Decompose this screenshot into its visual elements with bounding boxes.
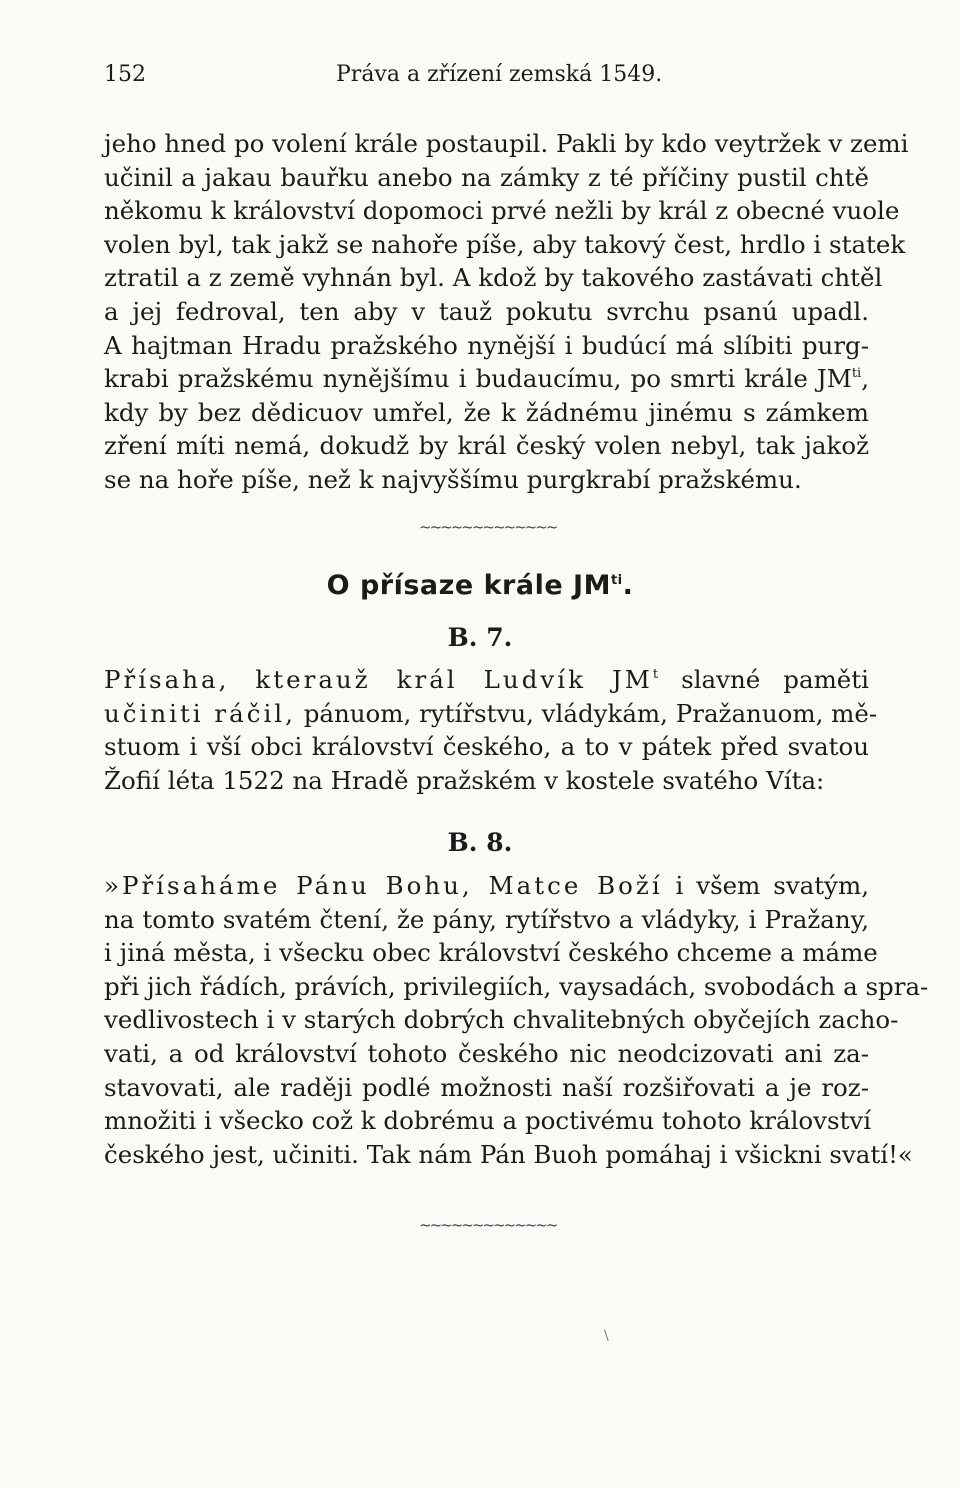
text-line: kdy by bez dědicuov umřel, že k žádnému jinému s zámkem [104,397,869,427]
text-line: někomu k království dopomoci prvé nežli by král z obecné vuole [104,196,900,226]
paragraph-continuation [104,127,909,497]
oath-text [104,869,929,1171]
text-line: ztratil a z země vyhnán byl. A kdož by takového zastávati chtěl [104,263,883,293]
page-number: 152 [104,62,146,87]
text-line: jeho hned po volení krále postaupil. Pakli by kdo veytržek v zemi [104,129,909,158]
stray-mark: \ [604,1328,609,1344]
section-heading [0,570,960,601]
oath-introduction [104,663,878,797]
text-line: zření míti nemá, dokudž by král český volen nebyl, tak jakož [104,431,869,461]
text-line: na tomto svatém čtení, že pány, rytířstvo a vládyky, i Pražany, [104,904,869,934]
text-line: Žofií léta 1522 na Hradě pražském v kostele svatého Víta: [104,765,825,795]
spaced-text: učiniti ráčil, [104,698,296,728]
article-number: B. 8. [447,828,513,857]
heading-text: O přísaze krále JM [326,570,611,601]
text-segment: krabi pražskému nynějšímu i budaucímu, po smrti krále JM [104,364,852,394]
text-line: vedlivostech i v starých dobrých chvalitebných obyčejích zacho- [104,1005,899,1035]
superscript: ti [610,573,623,588]
text-line: volen byl, tak jakž se nahoře píše, aby takový čest, hrdlo i statek [104,229,906,259]
running-title: Práva a zřízení zemská 1549. [336,62,663,87]
text-line: a jej fedroval, ten aby v tauž pokutu svrchu psanú upadl. [104,296,869,326]
article-number: B. 7. [447,623,513,652]
punctuation: . [622,570,634,601]
text-line: učinil a jakau bauřku anebo na zámky z té příčiny pustil chtě [104,162,869,192]
text-line-with-abbrev [104,362,869,396]
text-line [104,869,869,903]
text-segment: pánuom, rytířstvu, vládykám, Pražanuom, mě- [295,698,878,728]
text-line: při jich řádích, právích, privilegiích, vaysadách, svobodách a spra- [104,971,929,1001]
text-line: i jiná města, i všecku obec království českého chceme a máme [104,938,878,968]
text-segment: slavné paměti [658,665,869,694]
text-line: českého jest, učiniti. Tak nám Pán Buoh pomáhaj i všickni svatí!« [104,1139,913,1169]
text-line: vati, a od království tohoto českého nic neodcizovati ani za- [104,1038,869,1068]
text-line [104,663,869,697]
punctuation: , [861,364,869,394]
text-line: stuom i vší obci království českého, a to v pátek před svatou [104,732,869,762]
text-line: množiti i všecko což k dobrému a poctivému tohoto království [104,1106,872,1136]
text-line: A hajtman Hradu pražského nynější i budúcí má slíbiti purg- [104,330,869,360]
spaced-text: Přísaha, kterauž král Ludvík JM [104,665,653,694]
ornamental-rule: ~~~~~~~~~~~~~ [419,518,557,536]
running-head [104,62,864,96]
text-line: stavovati, ale raději podlé možnosti naší rozšiřovati a je roz- [104,1072,869,1102]
spaced-text: »Přísaháme Pánu Bohu, Matce Boží [104,871,663,900]
superscript: t [652,667,659,682]
ornamental-rule: ~~~~~~~~~~~~~ [419,1216,557,1234]
text-line [104,697,878,731]
text-segment: i všem svatým, [662,871,869,900]
text-line: se na hoře píše, než k najvyššímu purgkrabí pražskému. [104,464,802,494]
superscript: ti [851,366,862,382]
